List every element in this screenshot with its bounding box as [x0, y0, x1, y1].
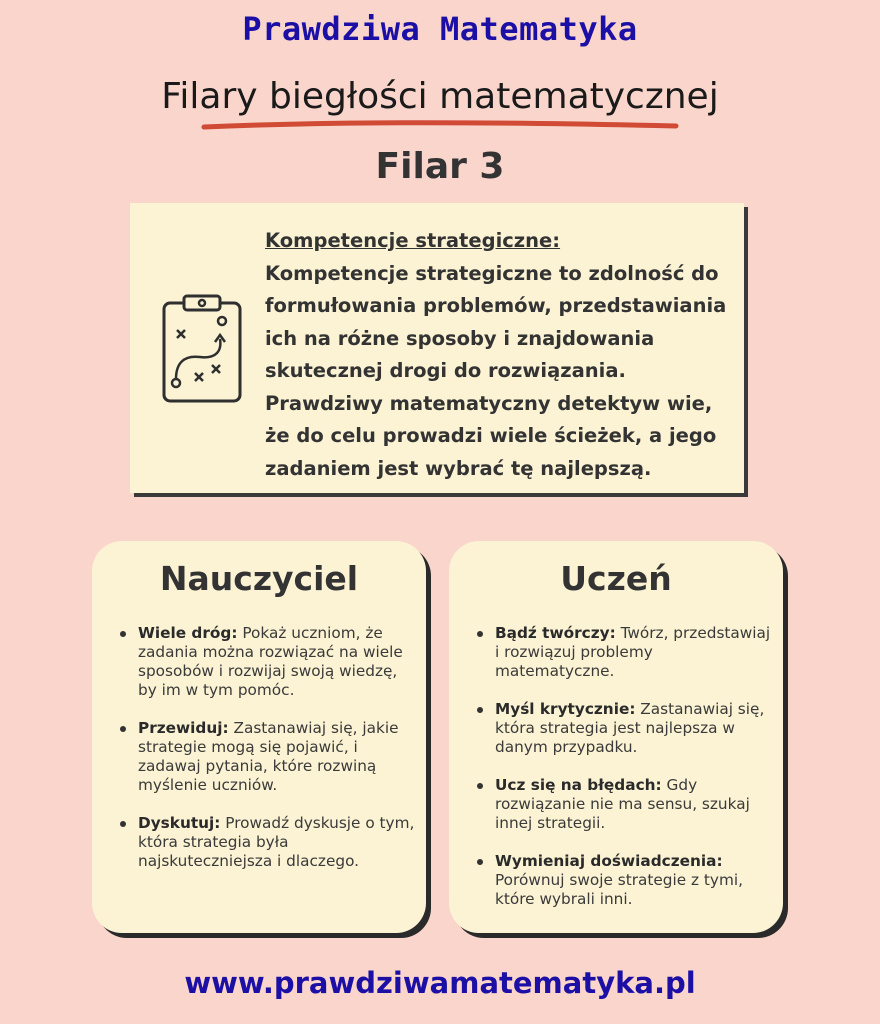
definition-text	[265, 225, 735, 485]
website-link[interactable]: www.prawdziwamatematyka.pl	[184, 966, 696, 1000]
student-title: Uczeń	[560, 559, 672, 598]
student-card	[449, 541, 783, 933]
list-item: Bądź twórczy: Twórz, przedstawiaj i rozwiązuj problemy matematyczne.	[477, 624, 773, 681]
clipboard-strategy-icon	[160, 293, 244, 405]
page-title: Filary biegłości matematycznej	[161, 76, 719, 117]
list-item: Wymieniaj doświadczenia: Porównuj swoje strategie z tymi, które wybrali inni.	[477, 852, 773, 909]
definition-box	[130, 203, 744, 493]
pillar-number: Filar 3	[375, 146, 505, 187]
definition-body: Kompetencje strategiczne to zdolność do formułowania problemów, przedstawiania ich na różne sposoby i znajdowania skutecznej drogi do rozwiązania. Prawdziwy matematyczny detektyw wie, że do celu prowadzi wiele ścieżek, a jego zadaniem jest wybrać tę najlepszą.	[265, 261, 727, 480]
definition-heading: Kompetencje strategiczne:	[265, 229, 561, 252]
list-item: Przewiduj: Zastanawiaj się, jakie strategie mogą się pojawić, i zadawaj pytania, które rozwiną myślenie uczniów.	[120, 719, 416, 795]
list-item: Myśl krytycznie: Zastanawiaj się, która strategia jest najlepsza w danym przypadku.	[477, 700, 773, 757]
student-list	[449, 624, 783, 909]
teacher-card	[92, 541, 426, 933]
list-item: Ucz się na błędach: Gdy rozwiązanie nie ma sensu, szukaj innej strategii.	[477, 776, 773, 833]
teacher-title: Nauczyciel	[159, 559, 359, 598]
teacher-list	[92, 624, 426, 871]
list-item: Wiele dróg: Pokaż uczniom, że zadania można rozwiązać na wiele sposobów i rozwijaj swoją wiedzę, by im w tym pomóc.	[120, 624, 416, 700]
brand-name: Prawdziwa Matematyka	[242, 10, 638, 48]
list-item: Dyskutuj: Prowadź dyskusje o tym, która strategia była najskuteczniejsza i dlaczego.	[120, 814, 416, 871]
title-underline	[200, 118, 680, 134]
